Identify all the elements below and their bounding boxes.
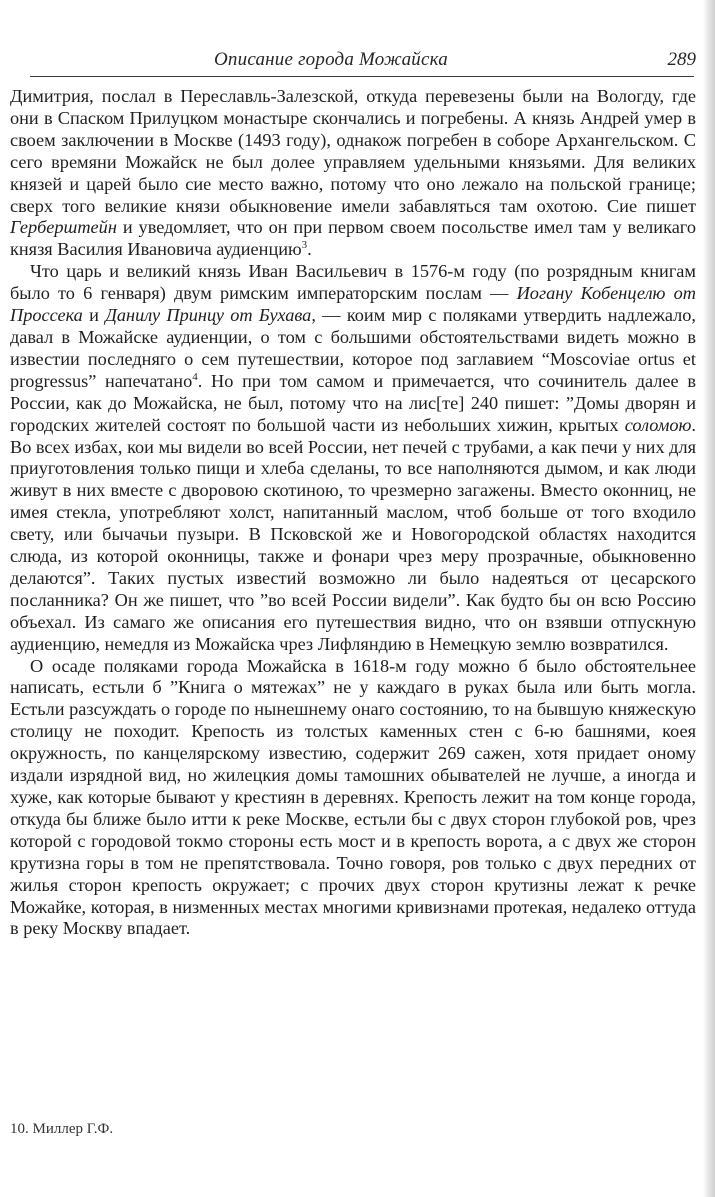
italic-text: Иогану Кобенцелю от Проссека <box>10 283 696 326</box>
page-number: 289 <box>667 49 696 70</box>
running-header <box>38 46 702 74</box>
text-run: и <box>82 305 106 326</box>
running-title: Описание города Можайска <box>214 49 448 70</box>
paragraph-3 <box>10 656 696 941</box>
text-run: . <box>307 239 312 260</box>
footnote-ref: 3 <box>301 239 308 252</box>
text-run: Что царь и великий князь Иван Васильевич в 1576-м году (по розрядным книгам было то 6 генваря) двум римским императорским послам — <box>10 261 696 304</box>
text-run: и уведомляет, что он при первом своем посольстве имел там у великаго князя Василия Ивановича аудиенцию <box>10 217 696 260</box>
text-run: . Но при том самом и примечается, что сочинитель далее в России, как до Можайска, не был, потому что на лис[те] 240 пишет: ”Домы дворян и городских жителей состоят по большой части из небольших хижин, крытых <box>10 370 696 435</box>
paragraph-2 <box>10 261 696 655</box>
italic-text: Герберштейн <box>10 217 117 238</box>
text-run: Димитрия, послал в Переславль-Залезской, откуда перевезены были на Вологду, где они в Спаском Прилуцком монастыре скончались и погребены. А князь Андрей умер в своем заключении в Москве (1493 году), однакож погребен в соборе Архангельском. С сего времяни Можайск не был долее управляем удельными князьями. Для великих князей и царей было сие место важно, потому что оно лежало на польской границе; сверх того великие князи обыкновение имели забавляться там охотою. Сие пишет <box>10 86 696 216</box>
text-run: О осаде поляками города Можайска в 1618-м году можно б было обстоятельнее написать, естьли б ”Книга о мятежах” не у каждаго в руках была или быть могла. Естьли разсуждать о городе по нынешнему онаго состоянию, то на бывшую княжескую столицу не походит. Крепость из толстых каменных стен с 6-ю башнями, коея окружность, по канцелярскому известию, содержит 269 сажен, хотя придает оному издали изрядной вид, но жилецкия домы тамошних обывателей не лучше, а иногда и хуже, как которые бывают у крестиян в деревнях. Крепость лежит на том конце города, откуда бы ближе было итти к реке Москве, естьли бы с двух сторон глубокой ров, чрез которой с городовой токмо стороны есть мост и в крепость ворота, а с двух же сторон крутизна горы в том не препятствовала. Точно говоря, ров только с двух передних от жилья сторон крепость окружает; с прочих двух сторон крутизны лежат к речке Можайке, которая, в низменных местах многими кривизнами протекая, недалеко оттуда в реку Москву впадает. <box>10 655 696 939</box>
footer-signature: 10. Миллер Г.Ф. <box>10 1121 114 1137</box>
page-edge-shadow <box>703 0 715 1197</box>
text-run: — коим мир с поляками утвердить надлежало, давал в Можайске аудиенции, о том с большими обстоятельствами видеть можно в известии последняго о сем путешествии, которое под заглавием “Moscoviae ortus et progressus” напечатано <box>10 305 696 391</box>
body-text <box>10 86 696 940</box>
paragraph-1 <box>10 86 696 261</box>
text-run: . Во всех избах, кои мы видели во всей России, нет печей с трубами, а как печи у них для приуготовления только пищи и хлеба сделаны, то все наполняются дымом, и как люди живут в них вместе с дворовою скотиною, то чрезмерно загажены. Вместо оконниц, не имея стекла, употребляют холст, напитанный маслом, чтоб больше от того входило свету, или бычачьи пузыри. В Псковской же и Новогородской областях находится слюда, из которой оконницы, также и фонари чрез меру прозрачные, обыкновенно делаются”. Таких пустых известий возможно ли было надеяться от цесарского посланника? Он же пишет, что ”во всей России видели”. Как будто бы он всю Россию объехал. Из самаго же описания его путешествия видно, что он взявши отпускную аудиенцию, немедля из Можайска чрез Лифляндию в Немецкую землю возвратился. <box>10 414 696 654</box>
header-rule <box>30 76 694 77</box>
italic-text: Данилу Принцу от Бухава, <box>105 305 316 326</box>
footnote-ref: 4 <box>192 370 198 383</box>
italic-text: соломою <box>624 414 692 435</box>
